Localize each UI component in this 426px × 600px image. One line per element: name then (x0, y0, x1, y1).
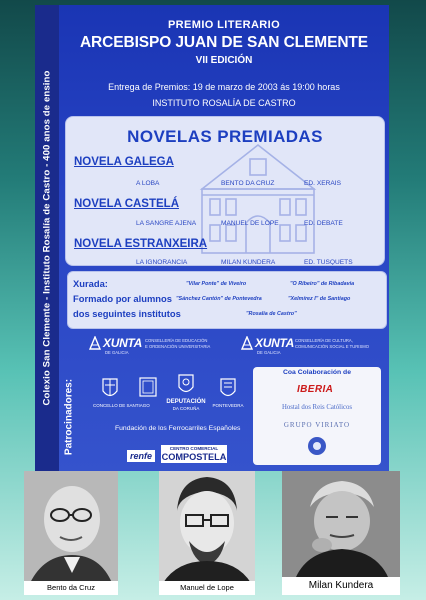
section-heading-estranxeira: NOVELA ESTRANXEIRA (74, 238, 208, 250)
hostal-logo: Hostal dos Reis Católicos (281, 404, 353, 411)
collaborators-box (253, 367, 381, 465)
concello-santiago-emblem-icon (101, 375, 119, 401)
ceremony-date: Entrega de Premios: 19 de marzo de 2003 ás 19:00 horas (108, 82, 340, 92)
jury-description-2: dos seguintes institutos (73, 308, 181, 319)
prize-label: PREMIO LITERARIO (167, 19, 281, 31)
grupo-viriato-logo: GRUPO VIRIATO (283, 421, 351, 429)
portrait-bento-da-cruz-icon (24, 471, 118, 583)
jury-school: "O Ribeiro" de Ribadavia (290, 281, 355, 287)
sidebar-text: Colexio San Clemente - Instituto Rosalía de Castro - 400 anos de ensino (41, 70, 53, 406)
pontevedra-label: PONTEVEDRA (212, 403, 244, 408)
sidebar (35, 5, 59, 471)
awards-title: NOVELAS PREMIADAS (127, 127, 323, 146)
photo-caption: Manuel de Lope (159, 581, 255, 595)
book-author: BENTO DA CRUZ (221, 180, 275, 187)
book-title: LA IGNORANCIA (136, 259, 188, 266)
renfe-logo: renfe (127, 450, 155, 462)
xunta-dept: CONSELLERÍA DE EDUCACIÓN (145, 338, 208, 343)
building-watermark-icon (196, 137, 320, 257)
collaborators-label: Coa Colaboración de (283, 369, 351, 376)
book-title: A LOBA (136, 180, 160, 187)
book-publisher: ED. XERAIS (304, 180, 342, 187)
book-author: MILAN KUNDERA (221, 259, 276, 266)
jury-school: "Sánchez Cantón" de Pontevedra (176, 296, 262, 302)
book-publisher: ED. TUSQUETS (304, 259, 353, 266)
poster (35, 5, 389, 471)
book-publisher: ED. DEBATE (304, 220, 343, 227)
xunta-mark: XUNTA (255, 336, 294, 350)
photo-caption: Bento da Cruz (24, 581, 118, 595)
deputacion-sublabel: DA CORUÑA (172, 406, 200, 411)
fundacion-label: Fundación de los Ferrocarriles Españoles (115, 425, 241, 432)
centro-comercial-logo (161, 445, 227, 463)
jury-box (67, 271, 387, 329)
xunta-dept: E ORDENACIÓN UNIVERSITARIA (145, 344, 211, 349)
section-heading-castela: NOVELA CASTELÁ (74, 198, 179, 210)
xunta-logo-culture (241, 336, 369, 355)
sponsors-label: Patrocinadores: (63, 378, 75, 456)
book-title: LA SANGRE AJENA (136, 220, 197, 227)
awards-card (65, 116, 385, 266)
deputacion-emblem-icon (175, 373, 197, 397)
author-photo (159, 471, 255, 595)
cc-big-label: COMPOSTELA (161, 452, 227, 462)
xunta-dept: CONSELLERÍA DE CULTURA, (295, 338, 353, 343)
shield-emblem-icon (138, 375, 158, 401)
concello-label: CONCELLO DE SANTIAGO (93, 403, 150, 408)
pontevedra-emblem-icon (219, 375, 237, 401)
xunta-sub: DE GALICIA (257, 350, 281, 355)
xunta-sub: DE GALICIA (105, 350, 129, 355)
jury-description: Formado por alumnos (73, 293, 172, 304)
xunta-logo-education (89, 336, 211, 355)
deputacion-label: DEPUTACIÓN (166, 399, 206, 405)
author-photo (282, 471, 400, 595)
xunta-mark: XUNTA (103, 336, 142, 350)
jury-school: "Xelmírez I" de Santiago (288, 296, 351, 302)
cc-small-label: CENTRO COMERCIAL (169, 446, 219, 451)
partner-emblem-icon (303, 435, 331, 457)
prize-title: ARCEBISPO JUAN DE SAN CLEMENTE (79, 34, 369, 51)
photo-caption: Milan Kundera (282, 577, 400, 595)
jury-label: Xurada: (73, 278, 108, 289)
book-author: MANUEL DE LOPE (221, 220, 279, 227)
iberia-logo: IBERIA (297, 384, 334, 395)
jury-school: "Rosalía de Castro" (246, 311, 297, 317)
portrait-milan-kundera-icon (282, 471, 400, 577)
section-heading-galega: NOVELA GALEGA (74, 156, 174, 168)
venue: INSTITUTO ROSALÍA DE CASTRO (152, 98, 296, 108)
jury-school: "Vilar Ponte" de Viveiro (186, 281, 247, 287)
xunta-dept: COMUNICACIÓN SOCIAL E TURISMO (295, 344, 369, 349)
portrait-manuel-de-lope-icon (159, 471, 255, 583)
xunta-emblem-icon (89, 336, 101, 350)
xunta-emblem-icon (241, 336, 253, 350)
author-photo (24, 471, 118, 595)
edition: VII EDICIÓN (195, 55, 253, 66)
